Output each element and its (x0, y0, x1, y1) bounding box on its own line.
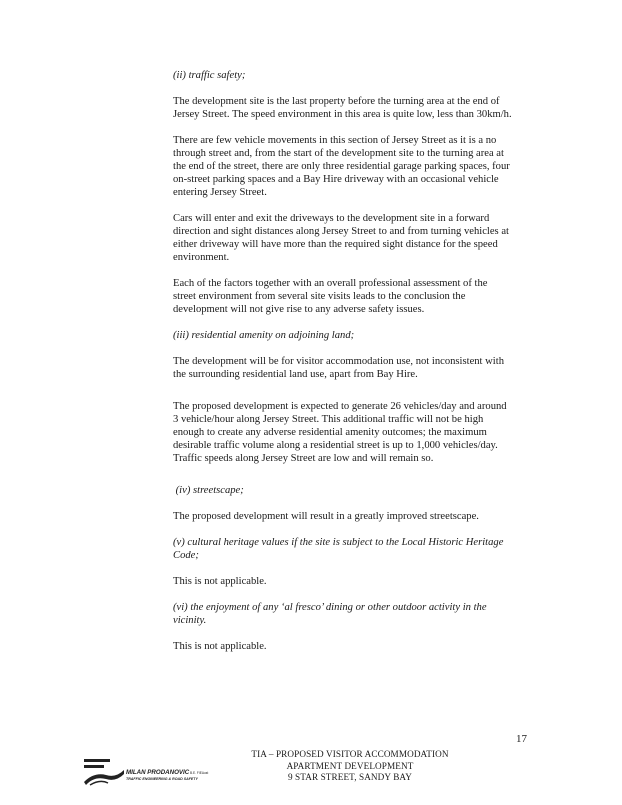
logo-suffix: B.E. FIEAust (190, 771, 209, 775)
paragraph: There are few vehicle movements in this section of Jersey Street as it is a no through street and, from the start of the development site to the turning area at the end of the street, there are only three residential garage parking spaces, four on-street parking spaces and a Bay Hire driveway with an occasional vehicle entering Jersey Street. (173, 135, 510, 198)
paragraph: Each of the factors together with an overall professional assessment of the street environment from several site visits leads to the conclusion the development will not give rise to any adverse safety issues. (173, 278, 488, 315)
heading-cultural-heritage: (v) cultural heritage values if the site is subject to the Local Historic Heritage Code; (173, 537, 504, 561)
paragraph: This is not applicable. (173, 576, 267, 587)
paragraph: This is not applicable. (173, 641, 267, 652)
heading-streetscape: (iv) streetscape; (173, 485, 244, 496)
paragraph: The proposed development is expected to generate 26 vehicles/day and around 3 vehicle/hour along Jersey Street. This additional traffic will not be high enough to create any adverse residential amenity outcomes; the maximum desirable traffic volume along a residential street is up to 1,000 vehicles/day. Traffic speeds along Jersey Street are low and will remain so. (173, 401, 507, 464)
paragraph: The development will be for visitor accommodation use, not inconsistent with the surrounding residential land use, apart from Bay Hire. (173, 356, 504, 380)
paragraph: The development site is the last property before the turning area at the end of Jersey Street. The speed environment in this area is quite low, less than 30km/h. (173, 96, 512, 120)
company-logo (80, 757, 230, 787)
road-logo-icon (80, 757, 230, 787)
footer-line: 9 STAR STREET, SANDY BAY (287, 772, 413, 782)
page-number: 17 (516, 733, 527, 745)
footer (230, 749, 470, 784)
heading-al-fresco: (vi) the enjoyment of any ‘al fresco’ dining or other outdoor activity in the vicinity. (173, 602, 487, 626)
heading-residential-amenity: (iii) residential amenity on adjoining land; (173, 330, 355, 341)
body-text (173, 69, 513, 653)
footer-line: TIA – PROPOSED VISITOR ACCOMMODATION (251, 749, 449, 759)
logo-tagline: TRAFFIC ENGINEERING & ROAD SAFETY (126, 777, 198, 781)
footer-line: APARTMENT DEVELOPMENT (286, 760, 414, 771)
logo-name: MILAN PRODANOVIC (126, 769, 190, 776)
paragraph: The proposed development will result in a greatly improved streetscape. (173, 511, 479, 522)
paragraph: Cars will enter and exit the driveways to the development site in a forward direction and sight distances along Jersey Street to and from turning vehicles at either driveway will have more than the required sight distance for the speed environment. (173, 213, 509, 263)
heading-traffic-safety: (ii) traffic safety; (173, 70, 246, 81)
